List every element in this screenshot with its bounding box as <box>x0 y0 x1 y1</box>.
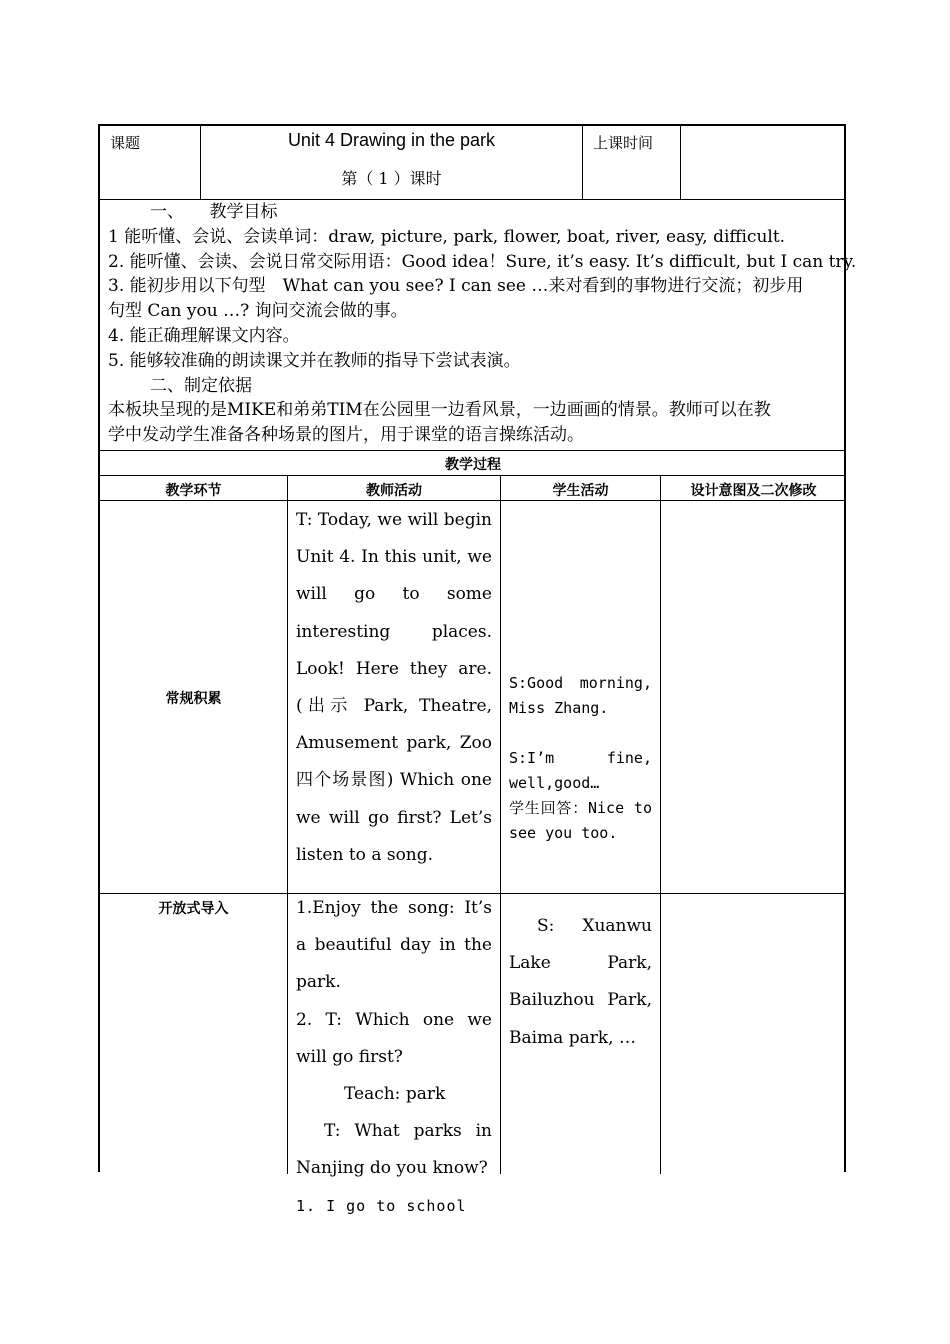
teacher-activity <box>296 890 492 1225</box>
student-response: 学生回答：Nice to see you too. <box>509 799 652 842</box>
basis-line: 本板块呈现的是MIKE和弟弟TIM在公园里一边看风景，一边画画的情景。教师可以在教 <box>108 400 771 421</box>
column-header-teacher: 教师活动 <box>366 483 422 499</box>
teacher-step: 1.Enjoy the song: It’s a beautiful day in the park. <box>296 898 492 993</box>
student-activity <box>509 671 652 846</box>
topic-label: 课题 <box>110 134 141 152</box>
student-response: S:Good morning, Miss Zhang. <box>509 674 652 717</box>
process-title: 教学过程 <box>445 457 501 473</box>
column-header-student: 学生活动 <box>552 483 609 499</box>
objective-item: 5. 能够较准确的朗读课文并在教师的指导下尝试表演。 <box>108 350 521 371</box>
basis-line: 学中发动学生准备各种场景的图片，用于课堂的语言操练活动。 <box>108 425 584 446</box>
lesson-period: 第（ 1 ）课时 <box>341 169 442 188</box>
class-time-label: 上课时间 <box>593 134 654 152</box>
teacher-step: Teach: park <box>344 1084 446 1105</box>
objective-item: 2. 能听懂、会读、会说日常交际用语：Good idea！Sure, it’s easy. It’s difficult, but I can try. <box>108 251 857 272</box>
column-header-design: 设计意图及二次修改 <box>690 483 817 499</box>
objectives-section <box>108 200 857 448</box>
objective-item: 3. 能初步用以下句型 What can you see? I can see …来对看到的事物进行交流；初步用 <box>108 276 804 297</box>
teacher-activity <box>296 502 492 874</box>
spacer <box>509 721 652 746</box>
phase-label: 开放式导入 <box>158 901 229 917</box>
teacher-step: 1. I go to school <box>296 1196 467 1215</box>
objective-item: 1 能听懂、会说、会读单词：draw, picture, park, flower, boat, river, easy, difficult. <box>108 226 786 247</box>
teacher-activity-text: T: Today, we will begin Unit 4. In this unit, we will go to some interesting places. Look! Here they are. (出示 Park, Theatre, Amusement park, Zoo 四个场景图) Which one we will go first? Let’s listen to a song. <box>296 510 492 865</box>
objective-item: 4. 能正确理解课文内容。 <box>108 325 300 346</box>
student-response: S:I’m fine, well,good… <box>509 749 652 792</box>
phase-label: 常规积累 <box>165 691 222 707</box>
unit-title: Unit 4 Drawing in the park <box>287 130 496 150</box>
student-activity <box>509 908 652 1057</box>
objective-item: 句型 Can you …? 询问交流会做的事。 <box>108 301 408 322</box>
objectives-heading: 一、 教学目标 <box>150 202 278 222</box>
teacher-step: T: What parks in Nanjing do you know? <box>296 1121 492 1179</box>
teacher-step: 2. T: Which one we will go first? <box>296 1009 492 1067</box>
column-header-phase: 教学环节 <box>165 483 222 499</box>
basis-heading: 二、制定依据 <box>150 375 252 396</box>
lesson-plan-table <box>98 124 857 1215</box>
student-response: S: Xuanwu Lake Park, Bailuzhou Park, Baima park, … <box>509 916 652 1048</box>
